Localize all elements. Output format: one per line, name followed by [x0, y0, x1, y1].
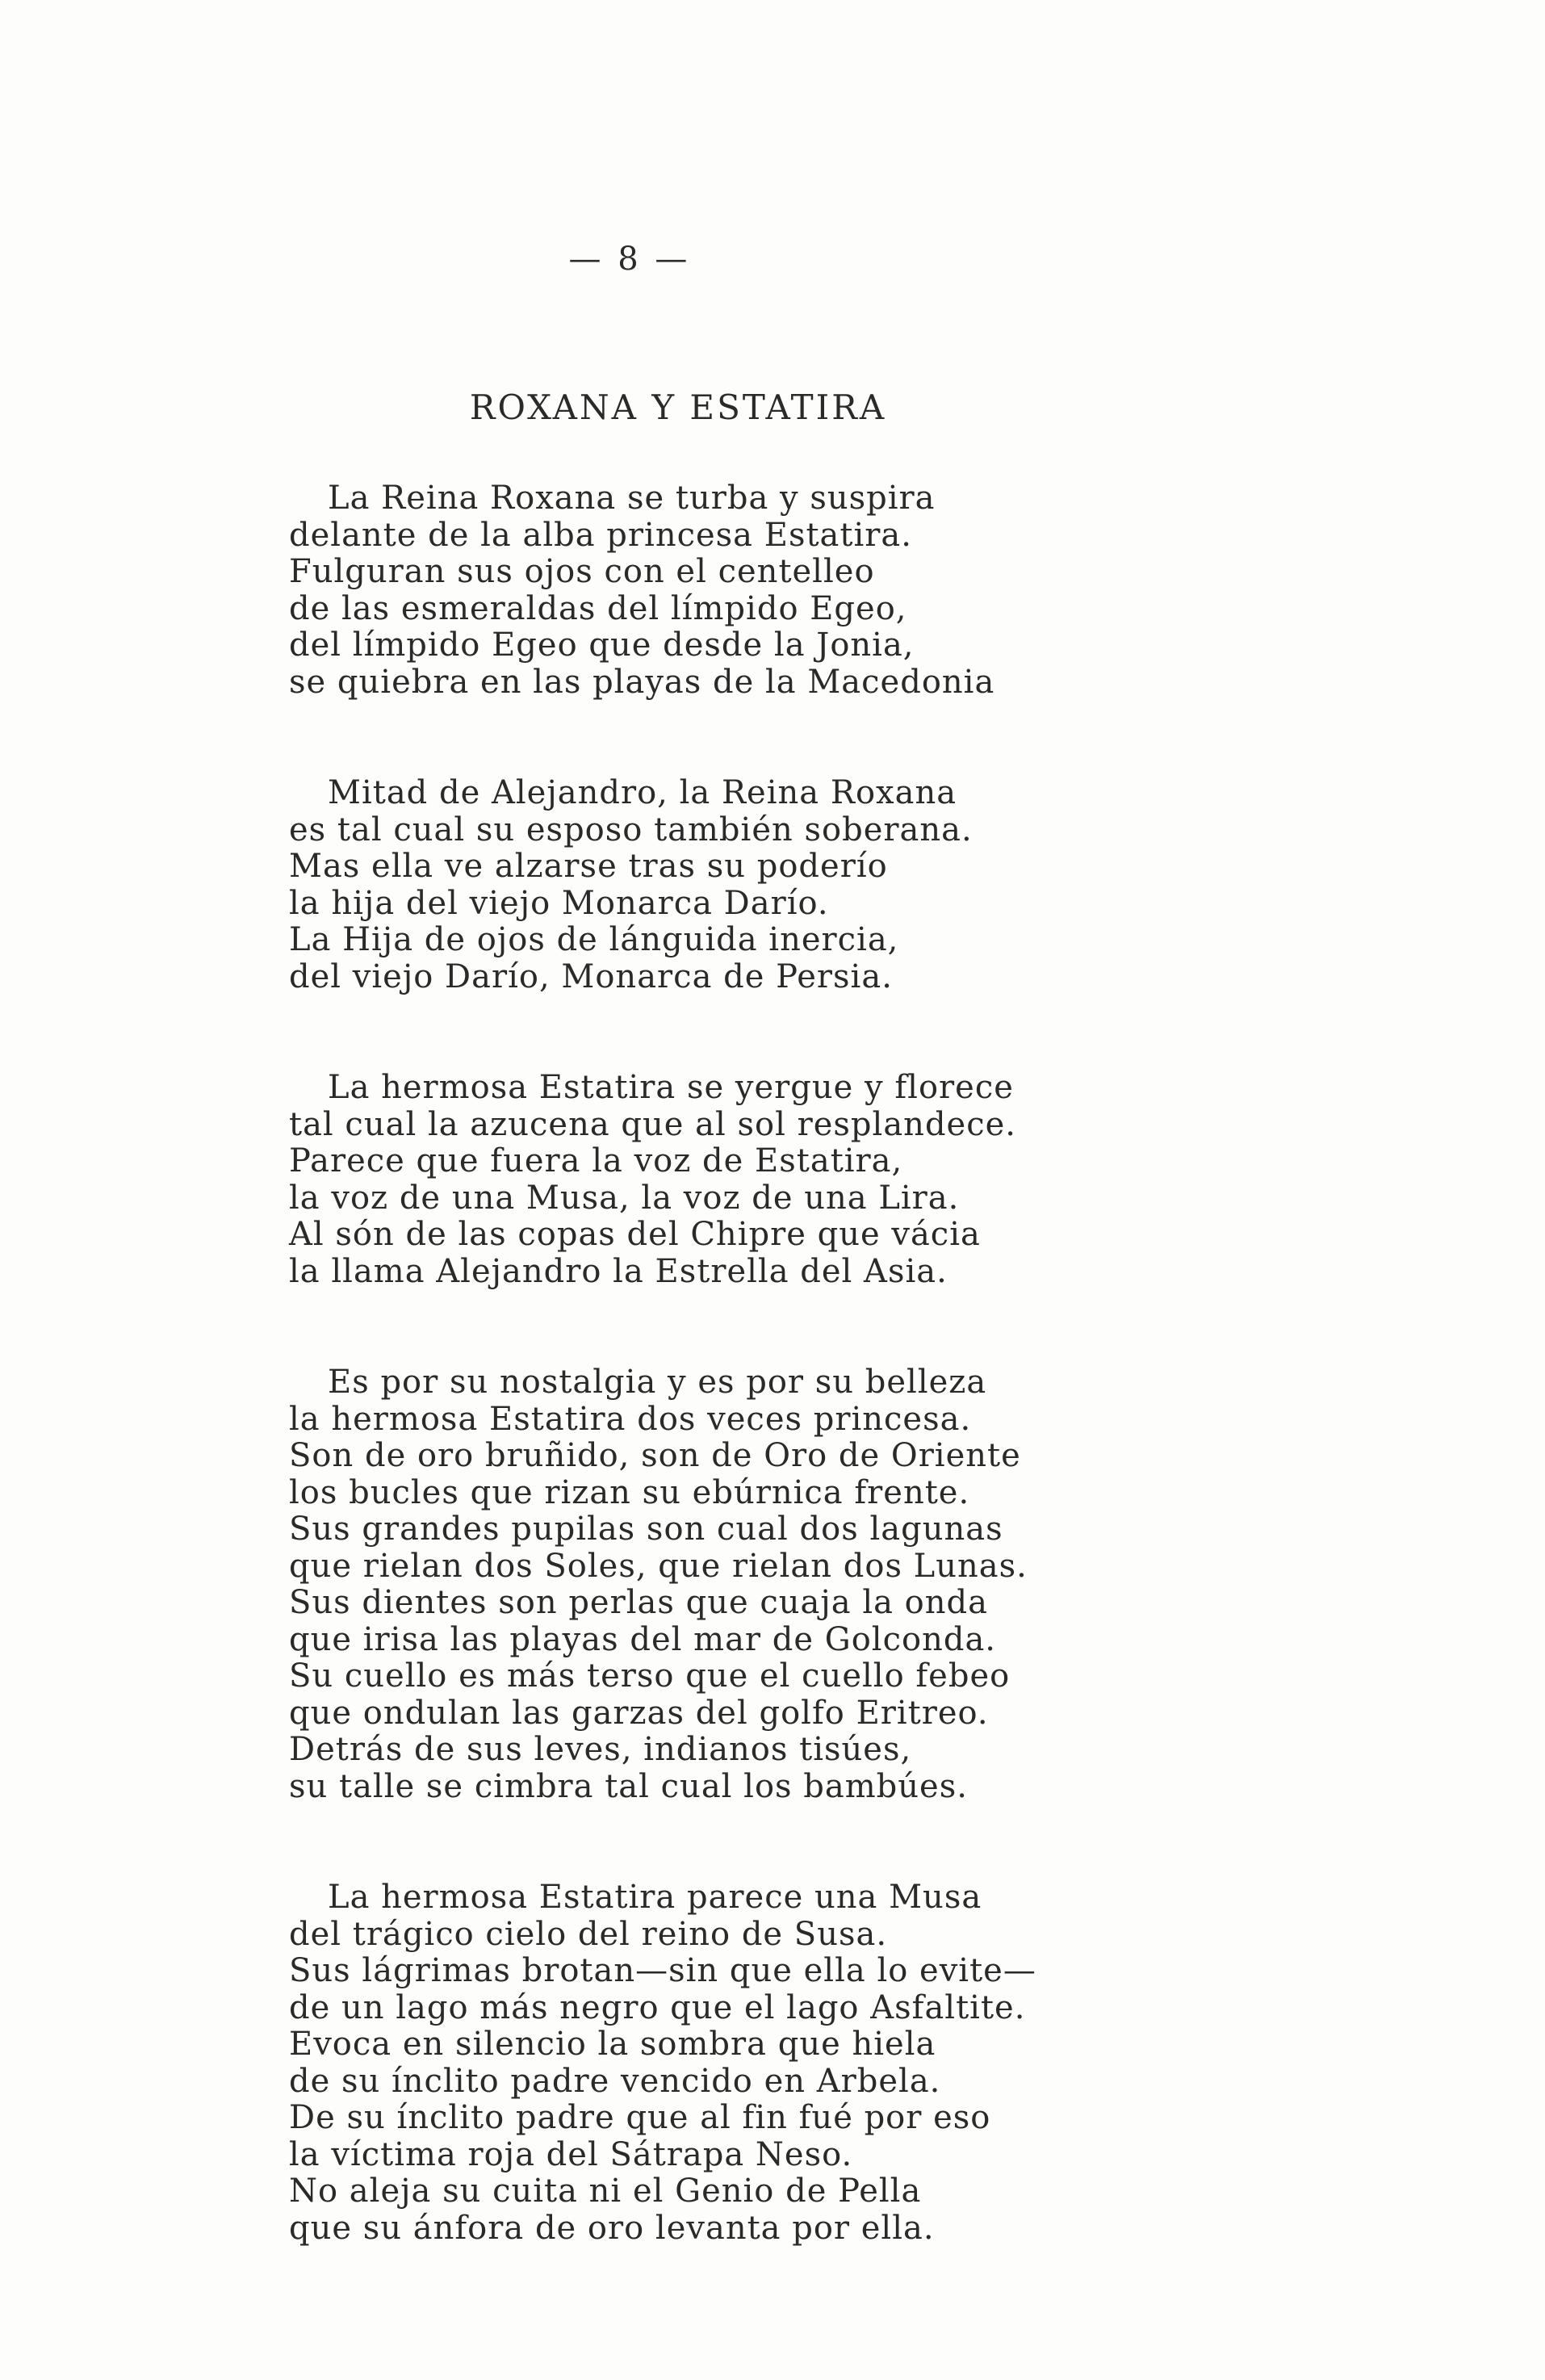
poem-line: la hermosa Estatira dos veces princesa. — [289, 1400, 972, 1438]
poem-line: Mas ella ve alzarse tras su poderío — [289, 848, 888, 885]
poem-line: del trágico cielo del reino de Susa. — [289, 1915, 888, 1953]
poem-line: de su ínclito padre vencido en Arbela. — [289, 2062, 941, 2100]
stanza — [289, 480, 1338, 701]
poem-line: Su cuello es más terso que el cuello febeo — [289, 1657, 1011, 1695]
poem-line: la voz de una Musa, la voz de una Lira. — [289, 1179, 960, 1217]
poem-line: que rielan dos Soles, que rielan dos Lunas. — [289, 1547, 1028, 1585]
poem-line: Mitad de Alejandro, la Reina Roxana — [328, 774, 957, 811]
poem-line: los bucles que rizan su ebúrnica frente. — [289, 1473, 970, 1511]
poem-line: La Reina Roxana se turba y suspira — [328, 480, 936, 517]
poem-line: De su ínclito padre que al fin fué por eso — [289, 2099, 991, 2136]
poem-line: que su ánfora de oro levanta por ella. — [289, 2209, 935, 2247]
poem-body — [289, 480, 1338, 2321]
poem-line: que ondulan las garzas del golfo Eritreo. — [289, 1694, 989, 1732]
poem-line: Sus dientes son perlas que cuaja la onda — [289, 1584, 988, 1621]
poem-line: que irisa las playas del mar de Golconda. — [289, 1620, 996, 1658]
poem-line: Es por su nostalgia y es por su belleza — [328, 1364, 987, 1401]
poem-line: Evoca en silencio la sombra que hiela — [289, 2026, 936, 2063]
poem-line: La hermosa Estatira se yergue y florece — [328, 1069, 1014, 1106]
poem-line: Sus lágrimas brotan—sin que ella lo evite— — [289, 1952, 1036, 1989]
stanza — [289, 1364, 1338, 1805]
poem-line: su talle se cimbra tal cual los bambúes. — [289, 1767, 968, 1805]
stanza — [289, 1070, 1338, 1290]
poem-line: Sus grandes pupilas son cual dos lagunas — [289, 1511, 1003, 1548]
poem-line: Fulguran sus ojos con el centelleo — [289, 553, 875, 590]
poem-line: La hermosa Estatira parece una Musa — [328, 1879, 982, 1916]
page-number: — 8 — — [568, 241, 691, 278]
poem-title: ROXANA Y ESTATIRA — [469, 388, 887, 427]
poem-line: se quiebra en las playas de la Macedonia — [289, 663, 995, 701]
poem-line: la hija del viejo Monarca Darío. — [289, 884, 829, 922]
poem-line: de un lago más negro que el lago Asfaltite. — [289, 1988, 1026, 2026]
poem-line: La Hija de ojos de lánguida inercia, — [289, 921, 899, 958]
poem-line: la llama Alejandro la Estrella del Asia. — [289, 1252, 948, 1290]
poem-line: Son de oro bruñido, son de Oro de Oriente — [289, 1437, 1021, 1474]
poem-line: delante de la alba princesa Estatira. — [289, 516, 912, 554]
poem-line: del viejo Darío, Monarca de Persia. — [289, 957, 893, 995]
poem-line: No aleja su cuita ni el Genio de Pella — [289, 2173, 922, 2210]
poem-line: de las esmeraldas del límpido Egeo, — [289, 589, 907, 627]
poem-line: la víctima roja del Sátrapa Neso. — [289, 2135, 853, 2173]
poem-line: Parece que fuera la voz de Estatira, — [289, 1142, 903, 1180]
stanza — [289, 775, 1338, 995]
stanza — [289, 1879, 1338, 2247]
poem-line: Al són de las copas del Chipre que vácia — [289, 1216, 981, 1253]
poem-line: del límpido Egeo que desde la Jonia, — [289, 626, 915, 664]
poem-line: tal cual la azucena que al sol resplandece. — [289, 1105, 1017, 1143]
poem-line: Detrás de sus leves, indianos tisúes, — [289, 1731, 912, 1768]
poem-line: es tal cual su esposo también soberana. — [289, 811, 973, 849]
